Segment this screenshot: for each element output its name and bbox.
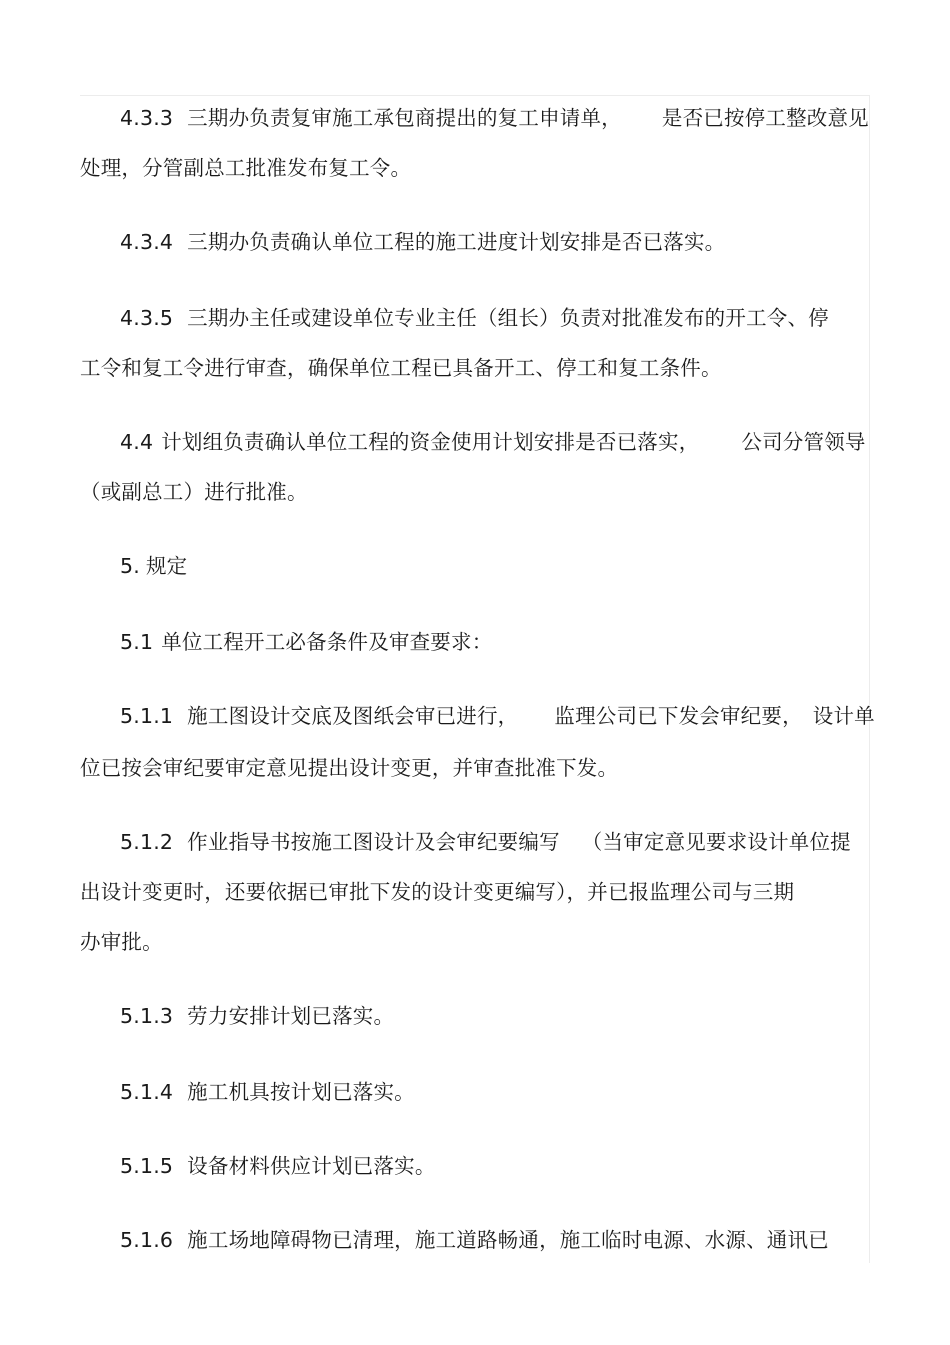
clause-number: 5.1 (120, 630, 154, 654)
clause-number: 4.3.5 (120, 306, 174, 330)
paragraph-4-3-4-line-1 (120, 228, 725, 256)
clause-text: 监理公司已下发会审纪要， (554, 704, 803, 728)
clause-number: 5.1.4 (120, 1080, 174, 1104)
paragraph-5-1-3-line-1 (120, 1002, 394, 1030)
clause-text: 是否已按停工整改意见 (661, 106, 869, 130)
paragraph-5-1-5-line-1 (120, 1152, 436, 1180)
clause-text: 劳力安排计划已落实。 (187, 1004, 395, 1028)
clause-number: 4.4 (120, 430, 154, 454)
clause-text: 工令和复工令进行审查，确保单位工程已具备开工、停工和复工条件。 (80, 356, 722, 380)
clause-number: 5.1.6 (120, 1228, 174, 1252)
clause-text: 施工机具按计划已落实。 (187, 1080, 415, 1104)
clause-number: 5.1.2 (120, 830, 174, 854)
clause-text: 施工场地障碍物已清理，施工道路畅通，施工临时电源、水源、通讯已 (187, 1228, 829, 1252)
paragraph-5-1-2-line-3 (80, 928, 163, 956)
clause-text: （当审定意见要求设计单位提 (581, 830, 851, 854)
clause-text: 处理，分管副总工批准发布复工令。 (80, 156, 412, 180)
paragraph-5-1-1-line-1 (120, 702, 875, 730)
clause-number: 4.3.3 (120, 106, 174, 130)
clause-text: 设计单 (812, 704, 875, 728)
clause-text: 设备材料供应计划已落实。 (187, 1154, 436, 1178)
clause-text: 单位工程开工必备条件及审查要求： (161, 630, 493, 654)
clause-text: 公司分管领导 (741, 430, 866, 454)
clause-text: 施工图设计交底及图纸会审已进行， (187, 704, 519, 728)
paragraph-5-1-2-line-2 (80, 878, 794, 906)
paragraph-4-3-5-line-2 (80, 354, 722, 382)
clause-text: 三期办主任或建设单位专业主任（组长）负责对批准发布的开工令、停 (187, 306, 829, 330)
paragraph-4-3-3-line-1 (120, 104, 869, 132)
clause-number: 4.3.4 (120, 230, 174, 254)
paragraph-5-1-6-line-1 (120, 1226, 829, 1254)
paragraph-4-4-line-2 (80, 478, 308, 506)
paragraph-4-4-line-1 (120, 428, 866, 456)
clause-text: 作业指导书按施工图设计及会审纪要编写 (187, 830, 560, 854)
clause-text: 办审批。 (80, 930, 163, 954)
clause-text: 位已按会审纪要审定意见提出设计变更，并审查批准下发。 (80, 756, 619, 780)
clause-number: 5.1.1 (120, 704, 174, 728)
clause-text: 计划组负责确认单位工程的资金使用计划安排是否已落实， (161, 430, 700, 454)
paragraph-4-3-5-line-1 (120, 304, 829, 332)
clause-number: 5. (120, 554, 140, 578)
clause-text: 三期办负责复审施工承包商提出的复工申请单， (187, 106, 622, 130)
paragraph-5-1-line-1 (120, 628, 492, 656)
clause-number: 5.1.5 (120, 1154, 174, 1178)
clause-text: 规定 (145, 554, 188, 578)
paragraph-5-1-2-line-1 (120, 828, 851, 856)
paragraph-4-3-3-line-2 (80, 154, 411, 182)
paragraph-5-1-1-line-2 (80, 754, 618, 782)
clause-text: 三期办负责确认单位工程的施工进度计划安排是否已落实。 (187, 230, 726, 254)
clause-text: 出设计变更时，还要依据已审批下发的设计变更编写），并已报监理公司与三期 (80, 880, 795, 904)
section-5-heading (120, 552, 187, 580)
clause-number: 5.1.3 (120, 1004, 174, 1028)
paragraph-5-1-4-line-1 (120, 1078, 415, 1106)
clause-text: （或副总工）进行批准。 (80, 480, 308, 504)
